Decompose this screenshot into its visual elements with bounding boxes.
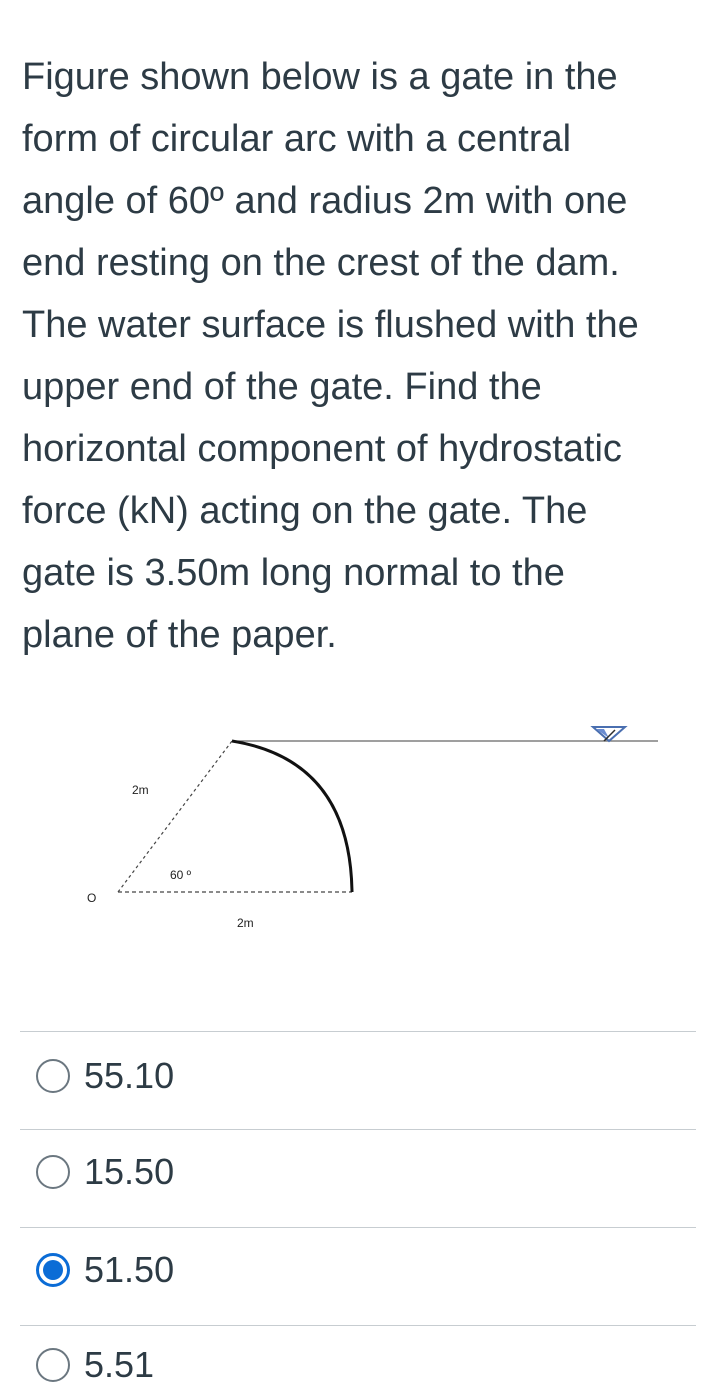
question-line: upper end of the gate. Find the	[22, 366, 542, 408]
divider	[20, 1129, 696, 1130]
question-line: angle of 60º and radius 2m with one	[22, 180, 628, 222]
question-line: Figure shown below is a gate in the	[22, 56, 618, 98]
answer-label: 15.50	[84, 1151, 175, 1192]
angle-label: 60 º	[170, 868, 192, 882]
radio-button-selected[interactable]	[36, 1253, 70, 1287]
center-label: O	[87, 891, 97, 905]
question-line: force (kN) acting on the gate. The	[22, 490, 588, 532]
gate-diagram	[0, 700, 720, 960]
radius-label-bottom: 2m	[237, 916, 254, 930]
radio-button[interactable]	[36, 1348, 70, 1382]
divider	[20, 1031, 696, 1032]
divider	[20, 1227, 696, 1228]
question-line: end resting on the crest of the dam.	[22, 242, 620, 284]
answer-option-1[interactable]	[36, 1056, 174, 1096]
answer-label: 51.50	[84, 1249, 175, 1290]
answer-option-2[interactable]	[36, 1152, 174, 1192]
gate-arc	[232, 741, 352, 892]
gate-figure	[0, 700, 720, 960]
question-line: The water surface is flushed with the	[22, 304, 639, 346]
divider	[20, 1325, 696, 1326]
question-line: plane of the paper.	[22, 614, 337, 656]
question-line: gate is 3.50m long normal to the	[22, 552, 565, 594]
question-text	[22, 46, 702, 666]
answer-option-4[interactable]	[36, 1345, 154, 1385]
question-line: horizontal component of hydrostatic	[22, 428, 622, 470]
answer-option-3[interactable]	[36, 1250, 174, 1290]
question-line: form of circular arc with a central	[22, 118, 572, 160]
answer-label: 55.10	[84, 1055, 175, 1096]
radio-button[interactable]	[36, 1059, 70, 1093]
water-surface-icon	[593, 727, 625, 741]
radio-button[interactable]	[36, 1155, 70, 1189]
answer-label: 5.51	[84, 1344, 155, 1385]
radius-label-left: 2m	[132, 783, 149, 797]
